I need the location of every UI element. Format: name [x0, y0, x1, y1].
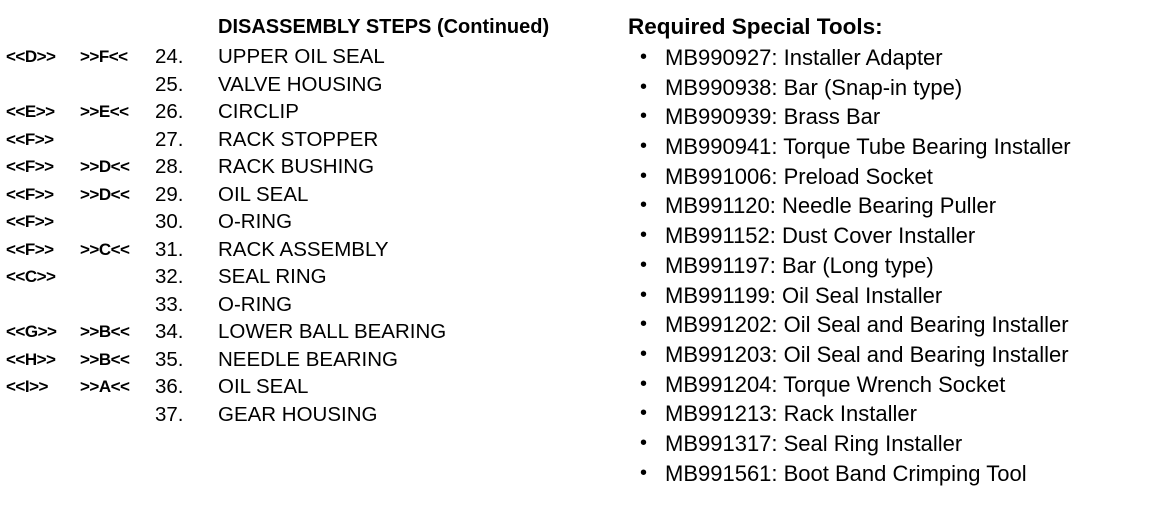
step-name: GEAR HOUSING: [218, 402, 378, 426]
step-name: O-RING: [218, 292, 293, 316]
tool-label: MB991120: Needle Bearing Puller: [665, 193, 997, 219]
bullet-icon: •: [640, 135, 648, 158]
step-name: OIL SEAL: [218, 182, 309, 206]
tool-label: MB991204: Torque Wrench Socket: [665, 371, 1006, 397]
step-number: 37.: [155, 402, 184, 426]
step-name: O-RING: [218, 210, 293, 233]
tool-label: MB991197: Bar (Long type): [665, 252, 934, 278]
disassembly-ref: <<F>>: [6, 212, 54, 231]
tool-label: MB991203: Oil Seal and Bearing Installer: [665, 341, 1069, 367]
disassembly-ref: <<F>>: [6, 157, 54, 176]
bullet-icon: •: [640, 461, 648, 484]
bullet-icon: •: [640, 164, 648, 187]
step-number: 27.: [155, 127, 184, 151]
step-row: [0, 318, 600, 346]
step-row: [0, 236, 600, 264]
disassembly-ref: <<F>>: [6, 129, 54, 149]
disassembly-steps-list: [0, 43, 600, 428]
step-name: RACK STOPPER: [218, 127, 379, 151]
step-row: [0, 373, 600, 401]
step-number: 35.: [155, 347, 184, 371]
disassembly-ref: <<C>>: [6, 267, 56, 286]
assembly-ref: >>B<<: [80, 349, 130, 369]
assembly-ref: >>D<<: [80, 157, 130, 176]
tool-item: [628, 399, 1148, 429]
step-row: [0, 126, 600, 154]
disassembly-ref: <<F>>: [6, 184, 54, 204]
tool-item: [628, 310, 1148, 340]
disassembly-ref: <<I>>: [6, 377, 48, 396]
tool-label: MB991202: Oil Seal and Bearing Installer: [665, 312, 1069, 338]
tool-item: [628, 281, 1148, 311]
step-number: 30.: [155, 210, 184, 233]
bullet-icon: •: [640, 431, 648, 454]
tool-item: [628, 340, 1148, 370]
tool-item: [628, 459, 1148, 489]
step-name: RACK ASSEMBLY: [218, 237, 389, 261]
bullet-icon: •: [640, 194, 648, 217]
tool-label: MB991199: Oil Seal Installer: [665, 282, 943, 308]
tool-item: [628, 132, 1148, 162]
bullet-icon: •: [640, 342, 648, 365]
step-number: 29.: [155, 182, 184, 206]
step-number: 31.: [155, 237, 184, 261]
tool-item: [628, 221, 1148, 251]
step-name: NEEDLE BEARING: [218, 347, 398, 371]
tool-label: MB991317: Seal Ring Installer: [665, 430, 963, 456]
assembly-ref: >>D<<: [80, 184, 130, 204]
tool-item: [628, 73, 1148, 103]
bullet-icon: •: [640, 253, 648, 276]
tool-label: MB990941: Torque Tube Bearing Installer: [665, 134, 1071, 160]
step-row: [0, 291, 600, 319]
step-name: SEAL RING: [218, 265, 327, 288]
bullet-icon: •: [640, 372, 648, 395]
step-name: VALVE HOUSING: [218, 72, 383, 96]
step-name: RACK BUSHING: [218, 155, 375, 178]
disassembly-ref: <<E>>: [6, 102, 55, 121]
step-row: [0, 263, 600, 291]
bullet-icon: •: [640, 75, 648, 98]
bullet-icon: •: [640, 402, 648, 425]
tool-label: MB990939: Brass Bar: [665, 104, 881, 130]
disassembly-ref: <<G>>: [6, 322, 57, 341]
disassembly-ref: <<D>>: [6, 47, 56, 66]
bullet-icon: •: [640, 224, 648, 247]
assembly-ref: >>A<<: [80, 377, 130, 396]
assembly-ref: >>E<<: [80, 102, 129, 121]
disassembly-ref: <<F>>: [6, 239, 54, 259]
bullet-icon: •: [640, 313, 648, 336]
tool-label: MB991561: Boot Band Crimping Tool: [665, 460, 1027, 486]
bullet-icon: •: [640, 46, 648, 68]
step-number: 28.: [155, 155, 184, 178]
tool-label: MB991152: Dust Cover Installer: [665, 223, 976, 249]
tool-item: [628, 43, 1148, 73]
step-number: 26.: [155, 100, 184, 123]
disassembly-steps-heading: DISASSEMBLY STEPS (Continued): [218, 16, 550, 38]
disassembly-ref: <<H>>: [6, 349, 56, 369]
step-row: [0, 181, 600, 209]
special-tools-list: [628, 43, 1148, 488]
step-number: 34.: [155, 320, 184, 343]
step-name: LOWER BALL BEARING: [218, 320, 447, 343]
step-name: UPPER OIL SEAL: [218, 45, 385, 68]
tool-item: [628, 102, 1148, 132]
step-row: [0, 153, 600, 181]
step-number: 36.: [155, 375, 184, 398]
bullet-icon: •: [640, 105, 648, 128]
tool-label: MB990927: Installer Adapter: [665, 45, 943, 70]
tool-item: [628, 162, 1148, 192]
step-row: [0, 346, 600, 374]
tool-label: MB990938: Bar (Snap-in type): [665, 74, 963, 100]
tool-label: MB991213: Rack Installer: [665, 401, 917, 427]
step-row: [0, 43, 600, 71]
step-number: 25.: [155, 72, 184, 96]
step-number: 33.: [155, 292, 184, 316]
step-number: 24.: [155, 45, 184, 68]
step-name: OIL SEAL: [218, 375, 309, 398]
step-row: [0, 401, 600, 429]
assembly-ref: >>C<<: [80, 239, 130, 259]
step-number: 32.: [155, 265, 184, 288]
step-row: [0, 98, 600, 126]
tool-item: [628, 251, 1148, 281]
tool-item: [628, 370, 1148, 400]
step-row: [0, 208, 600, 236]
assembly-ref: >>F<<: [80, 47, 128, 66]
step-row: [0, 71, 600, 99]
tool-label: MB991006: Preload Socket: [665, 163, 933, 189]
tool-item: [628, 429, 1148, 459]
step-name: CIRCLIP: [218, 100, 299, 123]
bullet-icon: •: [640, 283, 648, 306]
tool-item: [628, 191, 1148, 221]
required-special-tools-heading: Required Special Tools:: [628, 14, 883, 39]
assembly-ref: >>B<<: [80, 322, 130, 341]
